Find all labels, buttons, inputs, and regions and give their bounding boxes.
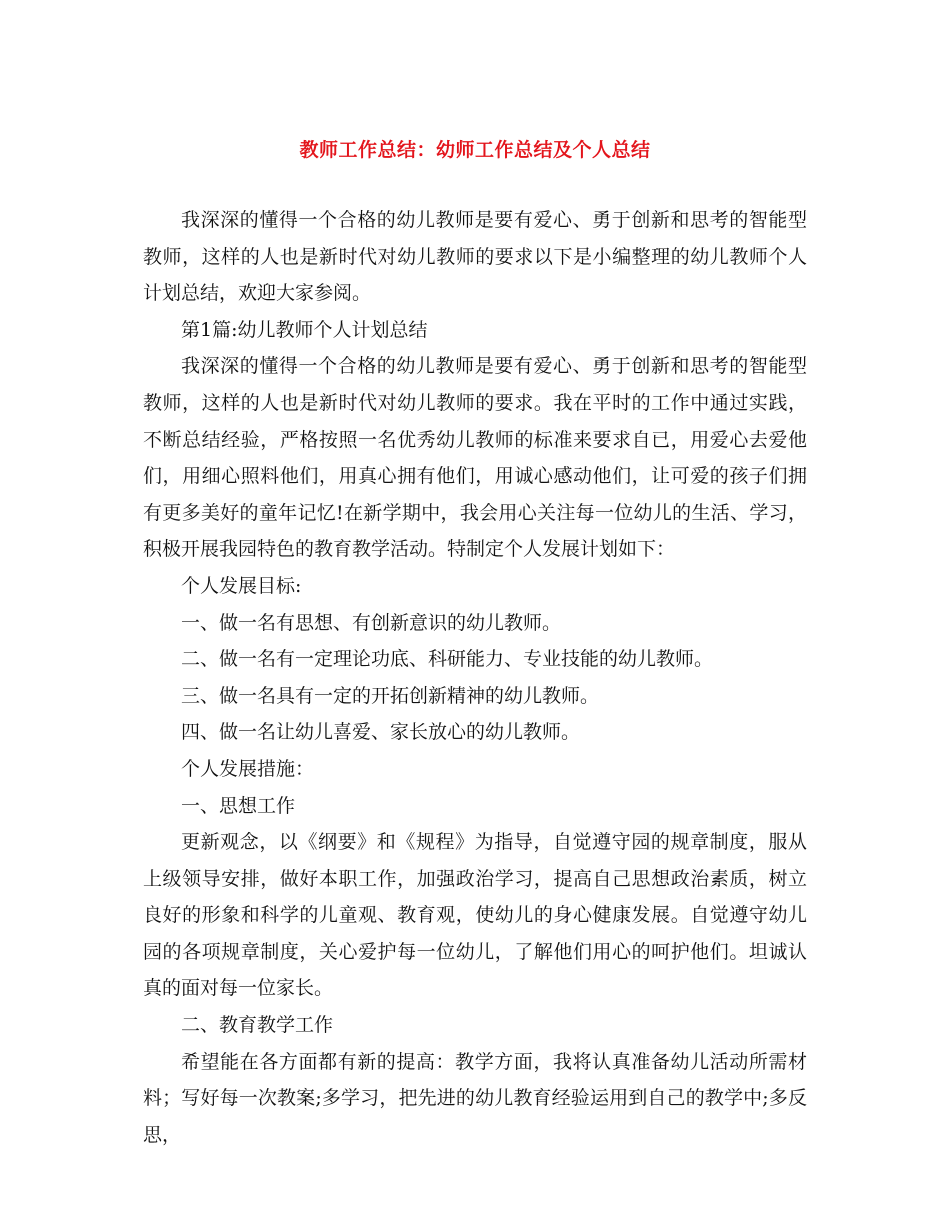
body-paragraph: 更新观念，以《纲要》和《规程》为指导，自觉遵守园的规章制度，服从上级领导安排，做好本职工作，加强政治学习，提高自己思想政治素质，树立良好的形象和科学的儿童观、教育观，使幼儿的身心健康发展。自觉遵守幼儿园的各项规章制度，关心爱护每一位幼儿，了解他们用心的呵护他们。坦诚认真的面对每一位家长。: [143, 831, 807, 1000]
intro-paragraph: 我深深的懂得一个合格的幼儿教师是要有爱心、勇于创新和思考的智能型教师，这样的人也是新时代对幼儿教师的要求以下是小编整理的幼儿教师个人计划总结，欢迎大家参阅。: [143, 209, 807, 305]
document-body: [143, 202, 807, 1153]
goal-item: 四、做一名让幼儿喜爱、家长放心的幼儿教师。: [181, 721, 581, 744]
body-paragraph: 我深深的懂得一个合格的幼儿教师是要有爱心、勇于创新和思考的智能型教师，这样的人也是新时代对幼儿教师的要求。我在平时的工作中通过实践，不断总结经验，严格按照一名优秀幼儿教师的标准来要求自已，用爱心去爱他们，用细心照料他们，用真心拥有他们，用诚心感动他们，让可爱的孩子们拥有更多美好的童年记忆!在新学期中，我会用心关注每一位幼儿的生活、学习，积极开展我园特色的教育教学活动。特制定个人发展计划如下：: [143, 355, 807, 561]
subsection-heading: 二、教育教学工作: [181, 1014, 334, 1037]
goal-item: 三、做一名具有一定的开拓创新精神的幼儿教师。: [181, 684, 600, 707]
goal-item: 二、做一名有一定理论功底、科研能力、专业技能的幼儿教师。: [181, 648, 714, 671]
section-heading: 第1篇:幼儿教师个人计划总结: [181, 318, 428, 341]
goal-item: 一、做一名有思想、有创新意识的幼儿教师。: [181, 611, 562, 634]
subsection-heading: 一、思想工作: [181, 794, 296, 817]
goals-heading: 个人发展目标:: [181, 574, 302, 597]
body-paragraph: 希望能在各方面都有新的提高：教学方面，我将认真准备幼儿活动所需材料；写好每一次教案;多学习，把先进的幼儿教育经验运用到自己的教学中;多反思，: [143, 1050, 807, 1146]
document-title: 教师工作总结：幼师工作总结及个人总结: [299, 139, 651, 161]
measures-heading: 个人发展措施：: [181, 757, 315, 780]
